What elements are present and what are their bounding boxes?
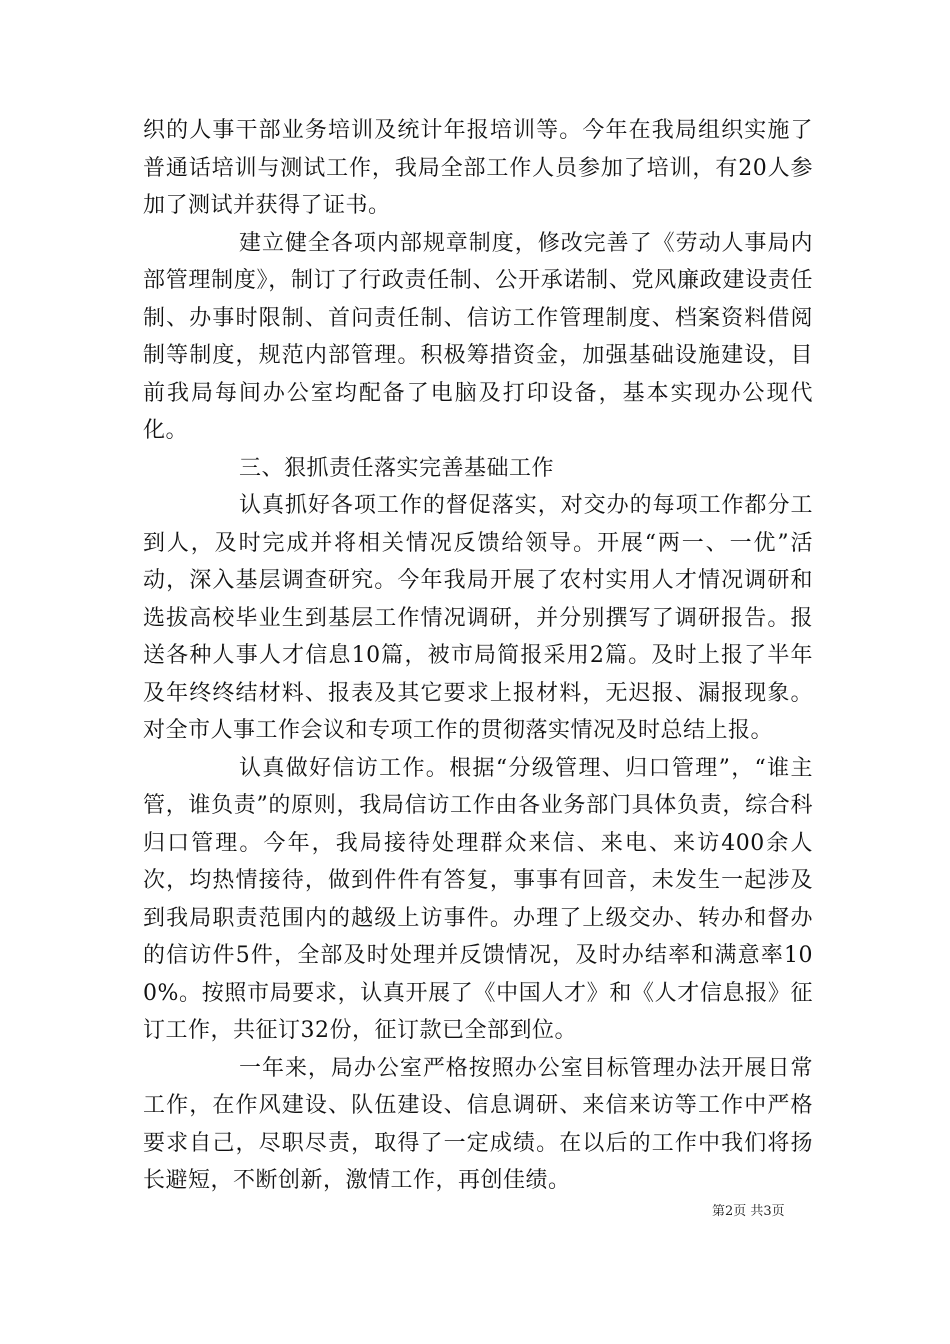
paragraph-summary: 一年来，局办公室严格按照办公室目标管理办法开展日常工作，在作风建设、队伍建设、信息调研、来信来访等工作中严格要求自己，尽职尽责，取得了一定成绩。在以后的工作中我们将扬长避短，不断创新，激情工作，再创佳绩。 <box>143 1055 813 1193</box>
page-footer-number: 第2页 共3页 <box>712 1204 785 1219</box>
document-body <box>143 112 813 1200</box>
paragraph-training-continued: 织的人事干部业务培训及统计年报培训等。今年在我局组织实施了普通话培训与测试工作，我局全部工作人员参加了培训，有20人参加了测试并获得了证书。 <box>143 118 813 218</box>
section-heading-3: 三、狠抓责任落实完善基础工作 <box>239 455 555 481</box>
paragraph-internal-rules: 建立健全各项内部规章制度，修改完善了《劳动人事局内部管理制度》，制订了行政责任制、公开承诺制、党风廉政建设责任制、办事时限制、首问责任制、信访工作管理制度、档案资料借阅制等制度，规范内部管理。积极筹措资金，加强基础设施建设，目前我局每间办公室均配备了电脑及打印设备，基本实现办公现代化。 <box>143 230 813 443</box>
paragraph-petition-work: 认真做好信访工作。根据“分级管理、归口管理”，“谁主管，谁负责”的原则，我局信访工作由各业务部门具体负责，综合科归口管理。今年，我局接待处理群众来信、来电、来访400余人次，均热情接待，做到件件有答复，事事有回音，未发生一起涉及到我局职责范围内的越级上访事件。办理了上级交办、转办和督办的信访件5件，全部及时处理并反馈情况，及时办结率和满意率100%。按照市局要求，认真开展了《中国人才》和《人才信息报》征订工作，共征订32份，征订款已全部到位。 <box>143 755 813 1043</box>
paragraph-supervision: 认真抓好各项工作的督促落实，对交办的每项工作都分工到人，及时完成并将相关情况反馈给领导。开展“两一、一优”活动，深入基层调查研究。今年我局开展了农村实用人才情况调研和选拔高校毕业生到基层工作情况调研，并分别撰写了调研报告。报送各种人事人才信息10篇，被市局简报采用2篇。及时上报了半年及年终终结材料、报表及其它要求上报材料，无迟报、漏报现象。对全市人事工作会议和专项工作的贯彻落实情况及时总结上报。 <box>143 493 813 743</box>
